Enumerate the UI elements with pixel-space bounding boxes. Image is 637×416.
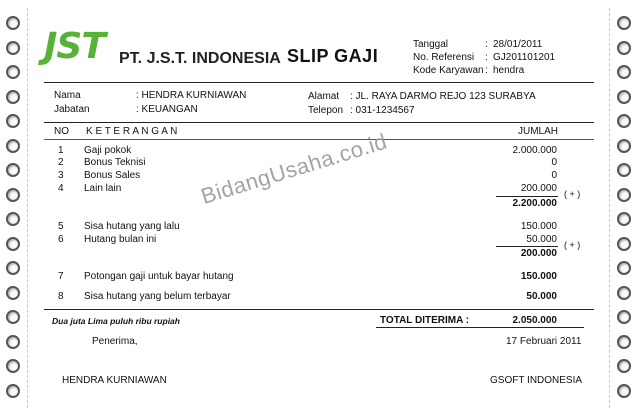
row-description: Bonus Sales [84, 170, 141, 181]
row-amount: 0 [551, 170, 557, 181]
perforation-hole [617, 237, 631, 251]
row-description: Hutang bulan ini [84, 234, 157, 245]
row-number: 2 [58, 157, 64, 168]
slip-content [44, 26, 594, 406]
perforation-hole [617, 41, 631, 55]
debt-total: 200.000 [520, 248, 557, 259]
phone-label: Telepon [308, 105, 344, 116]
meta-date-sep: : [485, 39, 488, 50]
perforation-hole [6, 65, 20, 79]
row-amount: 150.000 [520, 221, 557, 232]
row-description: Lain lain [84, 183, 122, 194]
address-value: : JL. RAYA DARMO REJO 123 SURABYA [350, 91, 536, 102]
perforation-hole [617, 90, 631, 104]
debt-subtotal-line [496, 246, 558, 247]
perforation-hole [6, 212, 20, 226]
issuer-name: GSOFT INDONESIA [490, 375, 583, 386]
perforation-hole [6, 237, 20, 251]
row-number: 5 [58, 221, 64, 232]
table-header-divider [44, 139, 594, 140]
perforation-hole [6, 114, 20, 128]
total-received-label: TOTAL DITERIMA : [380, 315, 470, 326]
perforation-hole [6, 261, 20, 275]
name-value: : HENDRA KURNIAWAN [136, 90, 247, 101]
row-amount: 50.000 [526, 291, 557, 302]
meta-ref-value: GJ201101201 [493, 52, 556, 63]
address-label: Alamat [308, 91, 340, 102]
total-received-value: 2.050.000 [512, 315, 557, 326]
perforation-hole [6, 41, 20, 55]
phone-value: : 031-1234567 [350, 105, 415, 116]
row-number: 3 [58, 170, 64, 181]
row-description: Gaji pokok [84, 145, 132, 156]
row-description: Sisa hutang yang belum terbayar [84, 291, 231, 302]
perforation-hole [617, 384, 631, 398]
receiver-label: Penerima, [92, 336, 138, 347]
perforation-hole [617, 114, 631, 128]
column-header-description: K E T E R A N G A N [86, 126, 178, 137]
header-divider [44, 82, 594, 83]
amount-in-words: Dua juta Lima puluh ribu rupiah [52, 316, 180, 326]
slip-date: 17 Februari 2011 [506, 336, 582, 347]
receiver-name: HENDRA KURNIAWAN [62, 375, 167, 386]
perforation-hole [617, 335, 631, 349]
row-amount: 50.000 [526, 234, 557, 245]
perforation-hole [6, 163, 20, 177]
meta-date-label: Tanggal [413, 39, 449, 50]
meta-ref-sep: : [485, 52, 488, 63]
position-value: : KEUANGAN [136, 104, 198, 115]
perforation-hole [617, 212, 631, 226]
column-header-no: NO [54, 126, 69, 137]
meta-employee-code-label: Kode Karyawan [413, 65, 484, 76]
perforation-hole [6, 90, 20, 104]
info-divider [44, 122, 594, 123]
row-amount: 0 [551, 157, 557, 168]
column-header-amount: JUMLAH [518, 126, 559, 137]
row-number: 7 [58, 271, 64, 282]
perforation-hole [6, 359, 20, 373]
row-number: 4 [58, 183, 64, 194]
row-amount: 2.000.000 [512, 145, 557, 156]
perforation-hole [617, 310, 631, 324]
table-bottom-divider [44, 309, 594, 310]
perforation-hole [6, 188, 20, 202]
meta-date-value: 28/01/2011 [493, 39, 543, 50]
debt-plus-sign: ( + ) [564, 240, 581, 250]
document-title: SLIP GAJI [287, 46, 379, 66]
total-underline [376, 327, 584, 328]
row-description: Sisa hutang yang lalu [84, 221, 180, 232]
income-plus-sign: ( + ) [564, 189, 581, 199]
row-number: 6 [58, 234, 64, 245]
perforation-hole [6, 335, 20, 349]
name-label: Nama [54, 90, 81, 101]
watermark: BidangUsaha.co.id [198, 128, 391, 209]
meta-employee-code-value: hendra [493, 65, 525, 76]
meta-ref-label: No. Referensi [413, 52, 475, 63]
position-label: Jabatan [54, 104, 90, 115]
row-amount: 150.000 [520, 271, 557, 282]
income-subtotal-line [496, 196, 558, 197]
row-amount: 200.000 [520, 183, 557, 194]
right-perforation-strip [609, 8, 637, 408]
left-perforation-strip [0, 8, 28, 408]
perforation-hole [6, 310, 20, 324]
perforation-hole [617, 286, 631, 300]
row-description: Bonus Teknisi [84, 157, 146, 168]
perforation-hole [6, 384, 20, 398]
income-total: 2.200.000 [512, 198, 557, 209]
perforation-hole [617, 16, 631, 30]
perforation-hole [6, 139, 20, 153]
row-number: 1 [58, 145, 64, 156]
meta-employee-code-sep: : [485, 65, 488, 76]
perforation-hole [617, 65, 631, 79]
row-description: Potongan gaji untuk bayar hutang [84, 271, 234, 282]
company-name: PT. J.S.T. INDONESIA [119, 50, 281, 67]
perforation-hole [6, 286, 20, 300]
perforation-hole [617, 163, 631, 177]
perforation-hole [6, 16, 20, 30]
perforation-hole [617, 359, 631, 373]
perforation-hole [617, 261, 631, 275]
perforation-hole [617, 188, 631, 202]
perforation-hole [617, 139, 631, 153]
row-number: 8 [58, 291, 64, 302]
company-logo: JST [44, 26, 105, 67]
